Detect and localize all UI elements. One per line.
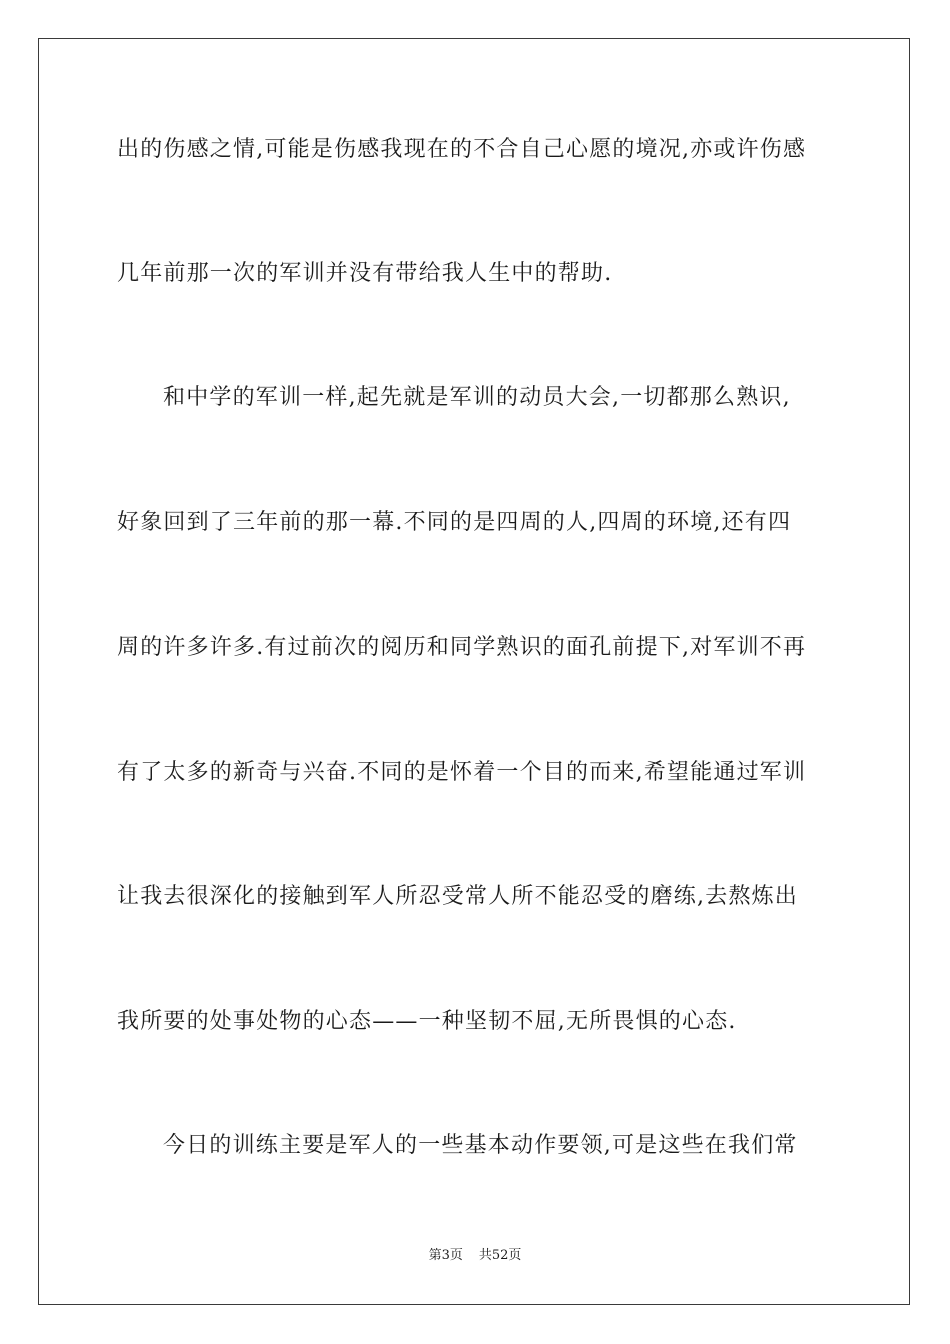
paragraph-line: 周的许多许多.有过前次的阅历和同学熟识的面孔前提下,对军训不再	[117, 635, 807, 660]
page-border	[38, 38, 910, 1305]
paragraph-line: 和中学的军训一样,起先就是军训的动员大会,一切都那么熟识,	[163, 385, 791, 410]
page-number-current: 第3页	[428, 1248, 463, 1263]
paragraph-line: 出的伤感之情,可能是伤感我现在的不合自己心愿的境况,亦或许伤感	[117, 137, 807, 162]
page-footer	[0, 1247, 950, 1265]
paragraph-line: 让我去很深化的接触到军人所忍受常人所不能忍受的磨练,去熬炼出	[117, 884, 798, 909]
paragraph-line: 我所要的处事处物的心态——一种坚韧不屈,无所畏惧的心态.	[117, 1009, 737, 1034]
paragraph-line: 今日的训练主要是军人的一些基本动作要领,可是这些在我们常	[163, 1133, 798, 1158]
paragraph-line: 好象回到了三年前的那一幕.不同的是四周的人,四周的环境,还有四	[117, 510, 792, 535]
paragraph-line: 几年前那一次的军训并没有带给我人生中的帮助.	[117, 261, 613, 286]
page-number-total: 共52页	[478, 1248, 522, 1263]
paragraph-line: 有了太多的新奇与兴奋.不同的是怀着一个目的而来,希望能通过军训	[117, 760, 807, 785]
